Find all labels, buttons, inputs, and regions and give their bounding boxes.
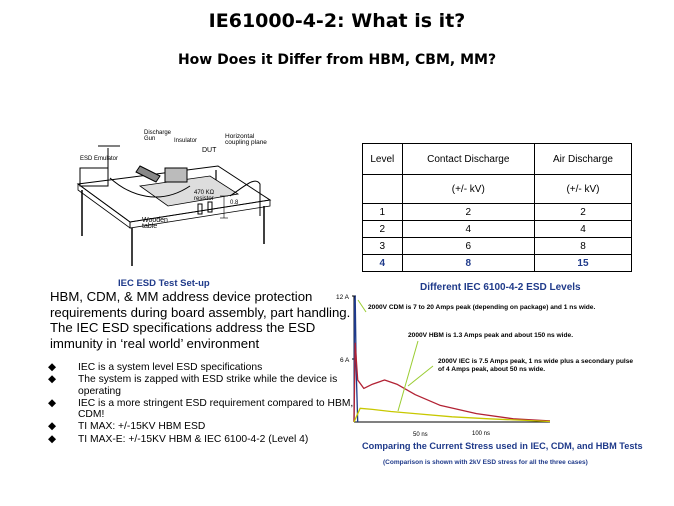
chart-title: Different IEC 6100-4-2 ESD Levels [420, 282, 581, 293]
bullet-icon: ◆ [48, 421, 56, 433]
series-line-2 [354, 408, 550, 422]
units-air: (+/- kV) [534, 175, 631, 204]
table-cell: 2 [534, 204, 631, 221]
esd-current-chart [338, 286, 638, 436]
table-row [363, 238, 632, 255]
list-item: ◆ The system is zapped with ESD strike while the device is operating [48, 374, 338, 397]
page-subtitle: How Does it Differ from HBM, CBM, MM? [177, 52, 497, 68]
annotation-iec: 2000V IEC is 7.5 Amps peak, 1 ns wide plus a secondary pulse of 4 Amps peak, about 50 ns wide. [438, 358, 634, 373]
x-tick-label-100ns: 100 ns [472, 431, 491, 437]
wooden-table-label: Wooden table [142, 217, 168, 230]
bullet-icon: ◆ [48, 397, 56, 409]
bullet-list [48, 362, 358, 446]
annotation-pointer [408, 366, 433, 386]
dimension-label: 0.8 [230, 200, 239, 206]
insulator-label: Insulator [174, 138, 198, 144]
table-cell: 8 [534, 238, 631, 255]
annotation-hbm: 2000V HBM is 1.3 Amps peak and about 150 ns wide. [408, 332, 574, 339]
table-cell: 6 [402, 238, 534, 255]
header-level: Level [363, 144, 403, 175]
table-cell: 15 [534, 255, 631, 272]
bullet-icon: ◆ [48, 433, 56, 445]
annotation-pointer [358, 300, 366, 312]
list-item: ◆ TI MAX: +/-15KV HBM ESD [48, 421, 206, 433]
esd-level-table [362, 143, 632, 272]
chart-note: (Comparison is shown with 2kV ESD stress for all the three cases) [383, 459, 588, 466]
test-setup-drawing [70, 126, 290, 276]
discharge-gun-label: Discharge Gun [144, 130, 172, 142]
header-contact-discharge: Contact Discharge [402, 144, 534, 175]
table-units-row [363, 175, 632, 204]
resistor-label: 470 KΩ resistor [194, 190, 215, 202]
list-item: ◆ IEC is a more stringent ESD requirement compared to HBM, CDM! [48, 397, 354, 421]
bullet-icon: ◆ [48, 362, 56, 373]
intro-paragraph: HBM, CDM, & MM address device protection requirements during board assembly, part handling. The IEC ESD specifications address the ESD immunity in ‘real world’ environment [50, 289, 351, 351]
y-tick-label-6a: 6 A [340, 357, 350, 364]
table-cell: 1 [363, 204, 403, 221]
page-title: IE61000-4-2: What is it? [208, 10, 466, 32]
table-cell: 4 [363, 255, 403, 272]
x-tick-label-50ns: 50 ns [413, 432, 428, 438]
list-item: ◆ IEC is a system level ESD specifications [48, 362, 263, 373]
table-cell: 8 [402, 255, 534, 272]
header-air-discharge: Air Discharge [534, 144, 631, 175]
chart-caption: Comparing the Current Stress used in IEC, CDM, and HBM Tests [362, 441, 643, 451]
table-row [363, 204, 632, 221]
setup-caption: IEC ESD Test Set-up [118, 278, 210, 289]
table-cell: 2 [363, 221, 403, 238]
table-header-row [363, 144, 632, 175]
iec-test-setup-figure [70, 126, 290, 276]
table-cell: 4 [402, 221, 534, 238]
dut-label: DUT [202, 147, 217, 154]
table-cell: 2 [402, 204, 534, 221]
table-cell: 4 [534, 221, 631, 238]
y-tick-label-12a: 12 A [336, 294, 350, 301]
units-contact: (+/- kV) [402, 175, 534, 204]
table-row [363, 221, 632, 238]
units-level [363, 175, 403, 204]
table-cell: 3 [363, 238, 403, 255]
esd-emulator-label: ESD Emulator [80, 156, 119, 162]
horizontal-coupling-plane-label: Horizontal coupling plane [225, 133, 267, 146]
list-item: ◆ TI MAX-E: +/-15KV HBM & IEC 6100-4-2 (Level 4) [48, 433, 309, 445]
bullet-icon: ◆ [48, 374, 56, 386]
annotation-cdm: 2000V CDM is 7 to 20 Amps peak (depending on package) and 1 ns wide. [368, 304, 596, 311]
table-row-highlighted [363, 255, 632, 272]
